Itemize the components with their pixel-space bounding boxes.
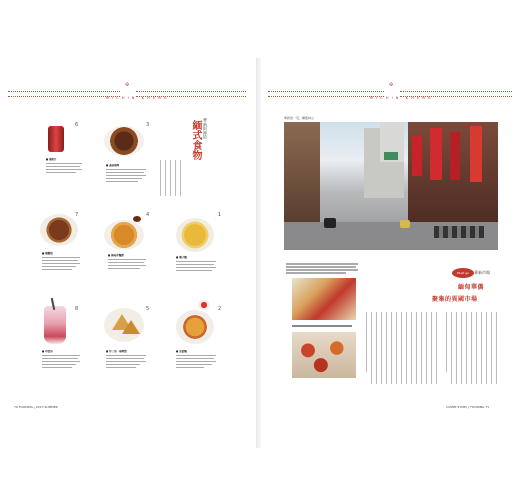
left-ornament-band-a: [8, 91, 120, 97]
item-caption: [46, 158, 84, 173]
book-spine: [256, 58, 261, 448]
street-market-photo: [284, 122, 498, 250]
item-number: 7: [75, 212, 79, 218]
item-title: ■ 印度冰: [42, 350, 53, 353]
shaved-ice-drink-photo: [44, 306, 66, 344]
section-kicker: 華新市場: [474, 270, 490, 275]
item-number: 1: [218, 212, 222, 218]
fried-bread-photo: [104, 220, 144, 250]
fish-soup-noodle-photo: [176, 310, 214, 344]
item-number: 2: [218, 306, 222, 312]
item-number: 6: [75, 122, 79, 128]
item-caption: [176, 350, 218, 368]
item-title: ■ 蔬菜咖哩: [106, 164, 120, 167]
photo-caption: 華新街一景，攤販林立: [284, 116, 315, 120]
item-caption: [106, 164, 148, 182]
item-title: ■ 椰糖糕: [42, 252, 53, 255]
stall-photo-caption: [292, 324, 352, 327]
item-caption: [42, 252, 82, 270]
market-stall-photo: [292, 278, 356, 320]
right-masthead: M I C H I N · K H E N G: [370, 96, 432, 100]
item-title: ■ 緬甸炸麵餅: [108, 254, 124, 257]
left-flourish-icon: ✣: [125, 82, 130, 88]
right-ornament-band-a: [268, 91, 384, 97]
coconut-noodle-photo: [176, 218, 214, 252]
item-caption: [108, 254, 148, 269]
left-folio: 70 FOODING | 2013 SUMMER: [14, 405, 58, 409]
section-title-line2: 聚集的異國市場: [432, 296, 478, 303]
item-caption: [42, 350, 82, 368]
street-photo-caption-text: [286, 262, 358, 274]
left-title: 緬式食物: [190, 120, 201, 160]
item-number: 8: [75, 306, 79, 312]
samosa-triangle-icon: [122, 320, 140, 334]
curry-dish-photo: [104, 126, 144, 156]
item-title: ■ 椰子麵: [176, 256, 187, 259]
garnish-dish-photo: [198, 300, 210, 310]
item-number: 5: [146, 306, 150, 312]
left-page: [2, 58, 254, 448]
item-title: ■ 椰奶汁: [46, 158, 57, 161]
left-kicker: 華新街裡的: [203, 118, 208, 139]
section-title-line1: 緬甸華僑: [458, 284, 485, 291]
item-number: 4: [146, 212, 150, 218]
right-flourish-icon: ✣: [389, 82, 394, 88]
left-masthead: M I C H I N · K H E N G: [106, 96, 168, 100]
item-title: ■ 炸三角・咖哩餃: [106, 350, 127, 353]
item-number: 3: [146, 122, 150, 128]
coconut-cake-photo: [40, 214, 78, 246]
must-go-badge: Must go: [452, 268, 474, 278]
item-title: ■ 魚湯麵: [176, 350, 187, 353]
item-caption: [106, 350, 148, 368]
spice-bowls-photo: [292, 332, 356, 378]
item-caption: [176, 256, 218, 271]
coconut-milk-can-photo: [48, 126, 64, 152]
right-folio: COVER STORY | FOODING 71: [446, 405, 490, 409]
